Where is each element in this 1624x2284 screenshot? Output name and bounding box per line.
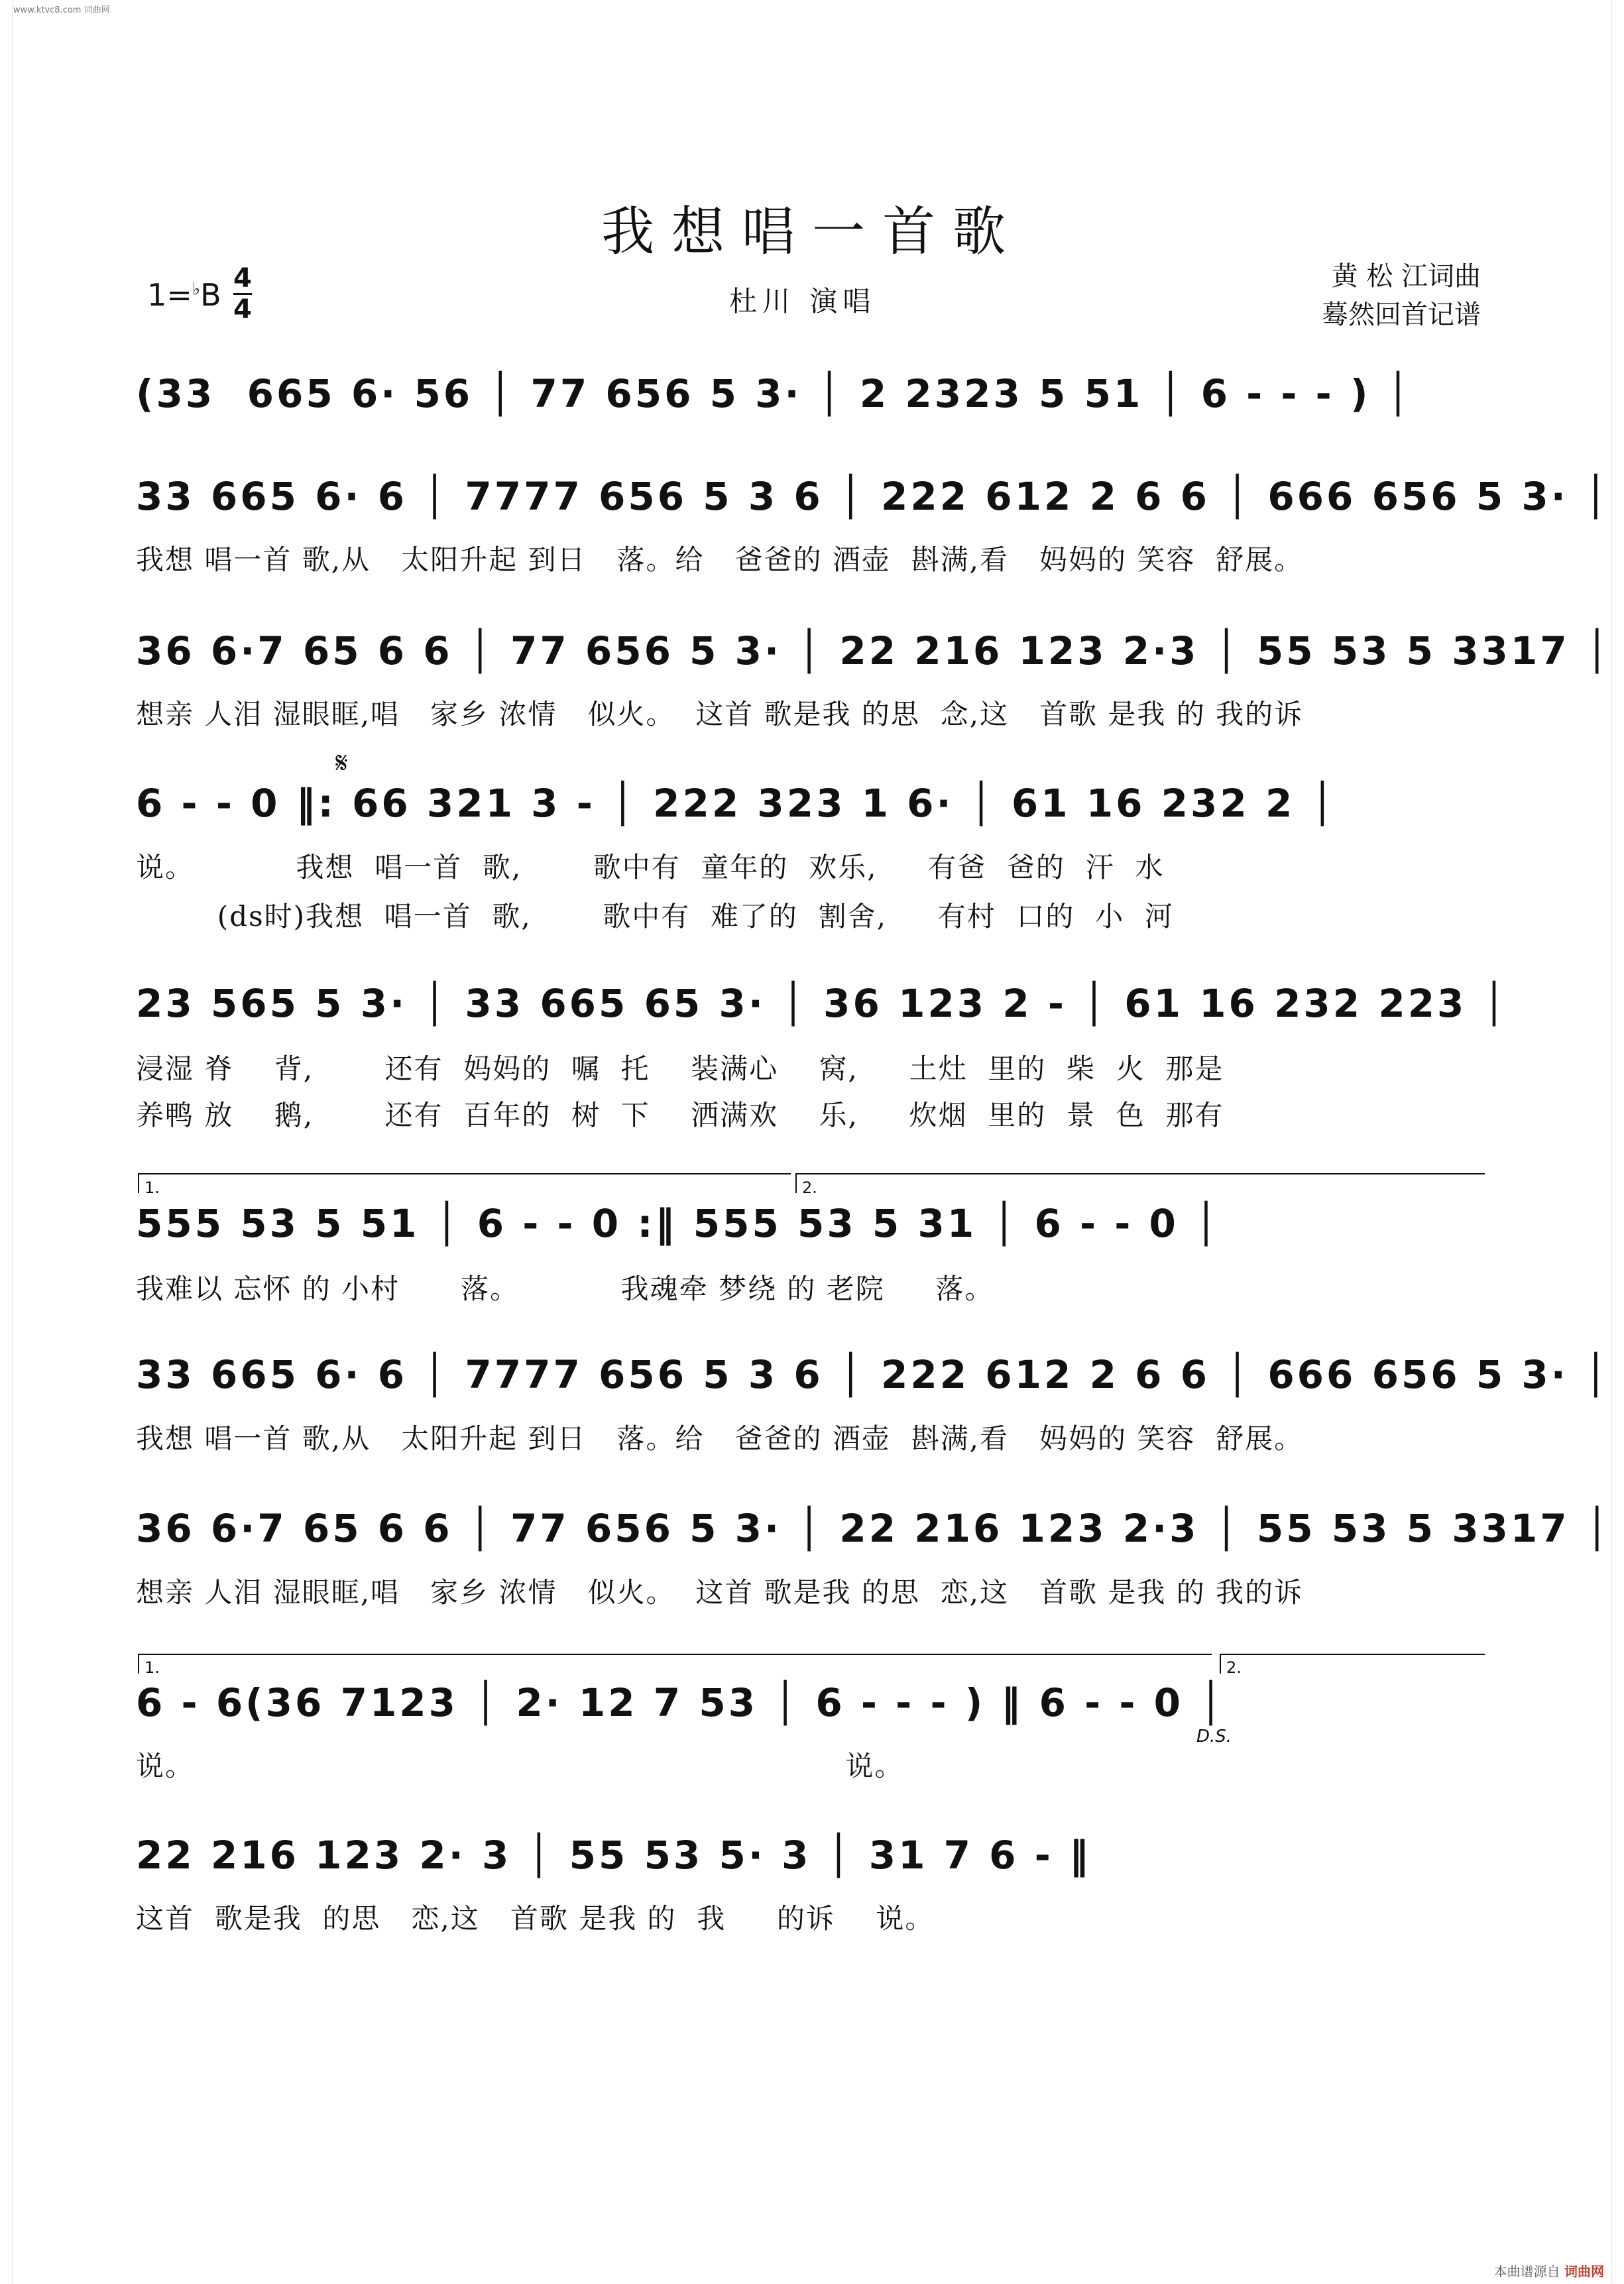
- transcriber-credit: 蓦然回首记谱: [1322, 300, 1481, 330]
- lyric-line: 说。 说。: [136, 1750, 904, 1782]
- singer-credit: 杜川 演唱: [729, 285, 876, 317]
- music-line: 22 216 123 2· 3 │ 55 53 5· 3 │ 31 7 6 - ‖: [136, 1833, 1091, 1878]
- volta-bracket: [1220, 1654, 1485, 1655]
- lyric-line: 我难以 忘怀 的 小村 落。 我魂牵 梦绕 的 老院 落。: [136, 1273, 994, 1305]
- music-line: (33 665 6· 56 │ 77 656 5 3· │ 2 2323 5 51 │ 6 - - - ) │: [136, 371, 1413, 416]
- volta-label: 2.: [1226, 1658, 1242, 1677]
- key-signature: 1=♭B: [147, 277, 221, 313]
- volta-bracket: [795, 1173, 1485, 1174]
- volta-label: 1.: [145, 1178, 160, 1197]
- music-line: 33 665 6· 6 │ 7777 656 5 3 6 │ 222 612 2 6 6 │ 666 656 5 3· │: [136, 474, 1610, 519]
- music-line: 6 - 6(36 7123 │ 2· 12 7 53 │ 6 - - - ) ‖ 6 - - 0 │: [136, 1680, 1226, 1725]
- music-line: 6 - - 0 ‖: 66 321 3 - │ 222 323 1 6· │ 61 16 232 2 │: [136, 781, 1337, 826]
- lyric-line: 这首 歌是我 的思 恋,这 首歌 是我 的 我 的诉 说。: [136, 1902, 935, 1935]
- volta-bracket: [138, 1173, 791, 1174]
- volta-bracket-edge: [138, 1654, 139, 1674]
- author-credits: [1322, 257, 1481, 334]
- lyric-line: 想亲 人泪 湿眼眶,唱 家乡 浓情 似火。 这首 歌是我 的思 恋,这 首歌 是我 的 我的诉: [136, 1576, 1304, 1609]
- left-watermark-strip: [0, 0, 13, 2284]
- right-watermark-strip: [1611, 0, 1624, 2284]
- lyric-line: 说。 我想 唱一首 歌, 歌中有 童年的 欢乐, 有爸 爸的 汗 水: [136, 851, 1165, 884]
- volta-bracket: [138, 1654, 1212, 1655]
- time-signature: 4 4: [233, 263, 252, 325]
- music-line: 36 6·7 65 6 6 │ 77 656 5 3· │ 22 216 123 2·3 │ 55 53 5 3317 │: [136, 628, 1611, 673]
- lyric-line: (ds时)我想 唱一首 歌, 歌中有 难了的 割舍, 有村 口的 小 河: [136, 900, 1174, 933]
- lyric-line: 我想 唱一首 歌,从 太阳升起 到日 落。给 爸爸的 酒壶 斟满,看 妈妈的 笑容 舒展。: [136, 1422, 1304, 1455]
- footer-credit: 本曲谱源自 词曲网: [1493, 2263, 1604, 2279]
- lyric-line: 养鸭 放 鹅, 还有 百年的 树 下 洒满欢 乐, 炊烟 里的 景 色 那有: [136, 1099, 1224, 1131]
- lyric-line: 我想 唱一首 歌,从 太阳升起 到日 落。给 爸爸的 酒壶 斟满,看 妈妈的 笑容 舒展。: [136, 543, 1304, 576]
- song-title: 我想唱一首歌: [601, 201, 1023, 262]
- composer-credit: 黄 松 江词曲: [1331, 261, 1481, 292]
- volta-bracket-edge: [138, 1173, 139, 1193]
- site-header-text: www.ktvc8.com 词曲网: [13, 5, 110, 15]
- music-line: 23 565 5 3· │ 33 665 65 3· │ 36 123 2 - │ 61 16 232 223 │: [136, 981, 1509, 1026]
- volta-label: 1.: [145, 1658, 160, 1677]
- volta-label: 2.: [802, 1178, 817, 1197]
- music-line: 555 53 5 51 │ 6 - - 0 :‖ 555 53 5 31 │ 6 - - 0 │: [136, 1201, 1221, 1246]
- segno-sign: 𝄋: [335, 746, 348, 780]
- ds-marking: D.S.: [1196, 1727, 1232, 1746]
- lyric-line: 浸湿 脊 背, 还有 妈妈的 嘱 托 装满心 窝, 土灶 里的 柴 火 那是: [136, 1053, 1224, 1085]
- volta-bracket-edge: [795, 1173, 797, 1193]
- music-line: 33 665 6· 6 │ 7777 656 5 3 6 │ 222 612 2 6 6 │ 666 656 5 3· │: [136, 1352, 1610, 1397]
- lyric-line: 想亲 人泪 湿眼眶,唱 家乡 浓情 似火。 这首 歌是我 的思 念,这 首歌 是我 的 我的诉: [136, 698, 1304, 730]
- music-line: 36 6·7 65 6 6 │ 77 656 5 3· │ 22 216 123 2·3 │ 55 53 5 3317 │: [136, 1506, 1611, 1551]
- volta-bracket-edge: [1220, 1654, 1221, 1674]
